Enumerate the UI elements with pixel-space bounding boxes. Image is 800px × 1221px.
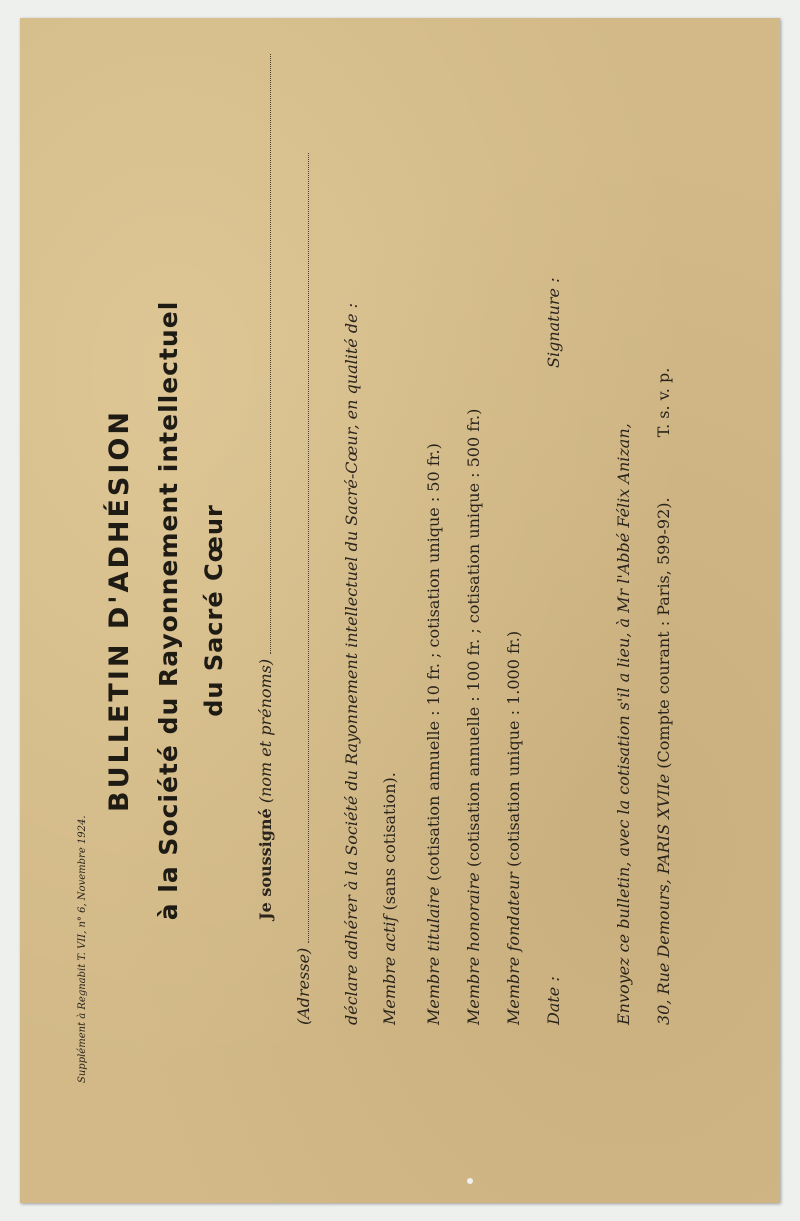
address-line [654,368,673,1025]
declaration-text: déclare adhérer à la Société du Rayonnement intellectuel du Sacré-Cœur, en qualité de : [342,302,361,1025]
membre-honoraire-label: Membre honoraire [464,872,483,1025]
rue-city: PARIS XVIIe [654,773,673,875]
membre-honoraire-line [464,409,483,1025]
signature-label: Signature : [544,277,563,368]
soussigne-line [256,54,275,920]
form-title: BULLETIN D'ADHÉSION [104,409,135,812]
tsvp-note: T. s. v. p. [654,367,673,438]
supplement-note: Supplément à Regnabit T. VII, n° 6, Novembre 1924. [77,815,88,1083]
adresse-field[interactable] [308,153,309,943]
membre-actif-detail: (sans cotisation). [380,772,399,911]
soussigne-hint: (nom et prénoms) [256,658,275,804]
date-label: Date : [544,976,563,1025]
rue-prefix: 30, Rue Demours, [654,879,673,1025]
soussigne-field[interactable] [270,54,271,654]
rue-suffix: (Compte courant : Paris, 599-92). [654,497,673,769]
adresse-label: (Adresse) [294,947,313,1025]
membre-honoraire-detail: (cotisation annuelle : 100 fr. ; cotisation unique : 500 fr.) [464,408,483,868]
membre-actif-label: Membre actif [380,915,399,1025]
membre-fondateur-label: Membre fondateur [504,872,523,1025]
membre-fondateur-detail: (cotisation unique : 1.000 fr.) [504,630,523,867]
soussigne-label: Je soussigné [256,808,275,920]
membre-titulaire-detail: (cotisation annuelle : 10 fr. ; cotisation unique : 50 fr.) [424,443,443,882]
form-subtitle-2: du Sacré Cœur [200,504,228,717]
membre-titulaire-line [424,443,443,1025]
membre-titulaire-label: Membre titulaire [424,886,443,1025]
form-subtitle: à la Société du Rayonnement intellectuel [154,300,183,921]
rotated-content [20,18,780,1203]
membre-fondateur-line [504,631,523,1025]
membre-actif-line [380,772,399,1025]
adresse-line [294,153,313,1025]
form-sheet [20,18,780,1203]
envoyez-line: Envoyez ce bulletin, avec la cotisation s'il a lieu, à Mr l'Abbé Félix Anizan, [614,423,633,1025]
